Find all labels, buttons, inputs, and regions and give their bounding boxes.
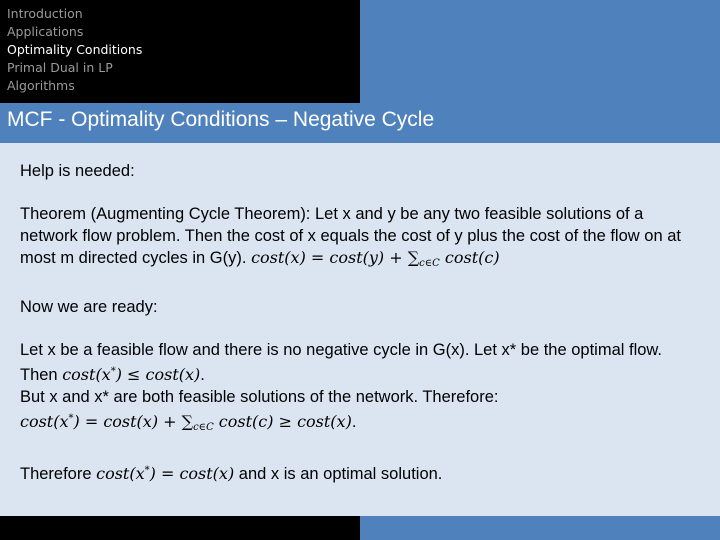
proof-line-2-end: . [200,366,205,384]
proof-line-4-math-c: cost(c) ≥ cost(x) [213,412,352,431]
optimal-star: * [144,465,150,476]
conclusion-paragraph [20,460,700,485]
theorem-equation-rhs: cost(c) [439,248,500,267]
sum-subscript: c∈C [419,258,440,269]
footer-right [360,516,720,540]
conclusion-text-b: and x is an optimal solution. [234,465,443,483]
theorem-paragraph [20,203,700,275]
conclusion-text-a: Therefore [20,465,97,483]
sum-symbol: ∑ [407,248,420,267]
proof-line-2-math-a: cost(x [62,365,111,384]
proof-line-4-end: . [351,413,357,431]
proof-line-4-math-a: cost(x [20,412,69,431]
slide-body [0,143,720,516]
conclusion-math-a: cost(x [96,464,145,483]
ready-text: Now we are ready: [20,298,158,316]
theorem-equation-lhs: cost(x) = cost(y) + [251,248,408,267]
nav-item-optimality-conditions[interactable]: Optimality Conditions [7,42,143,57]
nav-item-applications[interactable]: Applications [7,24,84,39]
sum-subscript: c∈C [193,422,214,433]
ready-paragraph [20,296,700,318]
nav-item-algorithms[interactable]: Algorithms [7,78,75,93]
theorem-line-1: Theorem (Augmenting Cycle Theorem): Let x and y be any two feasible solutions of a [20,205,644,223]
proof-line-3: But x and x* are both feasible solutions of the network. Therefore: [20,388,499,406]
nav-item-primal-dual[interactable]: Primal Dual in LP [7,60,113,75]
theorem-line-3-text: most m directed cycles in G(y). [20,249,252,267]
proof-line-1: Let x be a feasible flow and there is no negative cycle in G(x). Let x* be the optimal flow. [20,341,663,359]
help-text: Help is needed: [20,162,135,180]
optimal-star: * [68,413,74,424]
help-paragraph [20,160,700,182]
proof-paragraph [20,339,700,439]
proof-line-2-math-b: ) ≤ cost(x) [115,365,201,384]
optimal-star: * [110,366,116,377]
section-nav [0,0,360,103]
conclusion-math-b: ) = cost(x) [149,464,235,483]
theorem-line-2: network flow problem. Then the cost of x equals the cost of y plus the cost of the flow on at [20,227,681,245]
theorem-line-3 [20,247,700,275]
title-bar [0,103,720,143]
conclusion-line [20,460,700,485]
slide-title: MCF - Optimality Conditions – Negative Cycle [7,108,435,131]
nav-item-introduction[interactable]: Introduction [7,6,83,21]
proof-line-2-text: Then [20,366,63,384]
proof-line-4-math-b: ) = cost(x) + [73,412,182,431]
footer-left [0,516,360,540]
proof-line-4 [20,408,700,439]
sum-symbol: ∑ [181,412,194,431]
proof-line-2 [20,361,700,386]
